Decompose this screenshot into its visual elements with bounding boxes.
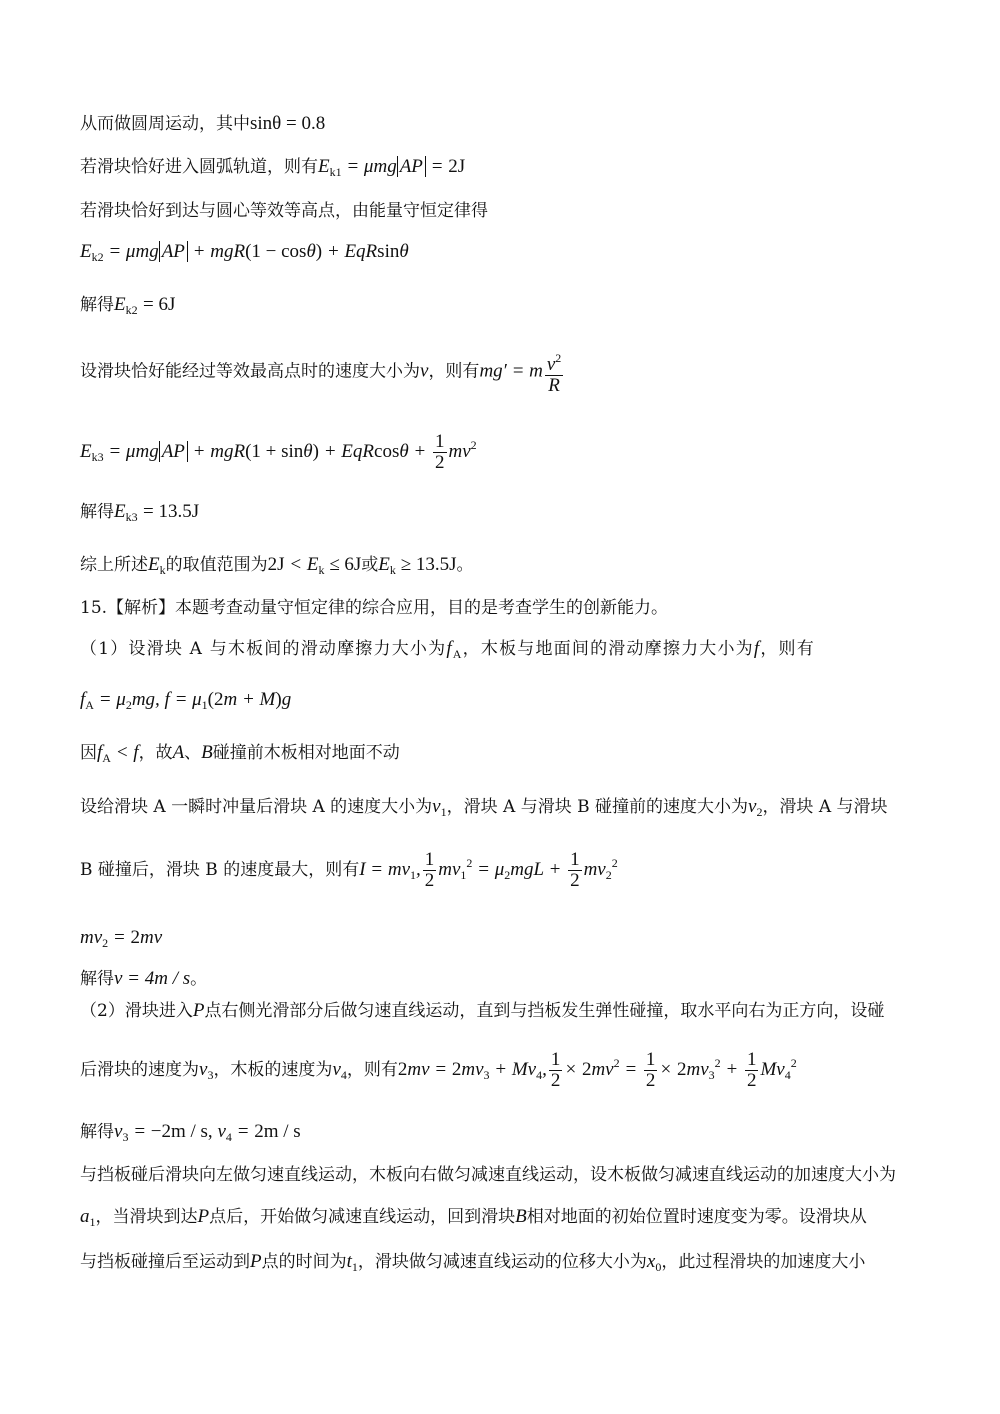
math-v1: $v_1$ [432, 796, 447, 819]
line-text: ，此过程滑块的加速度大小 [661, 1252, 866, 1272]
math-collision-momentum: $2mv = 2mv_3 + Mv_4$, [397, 1059, 547, 1082]
math-ek2-var: $E_{k2}$ [114, 294, 138, 317]
line-text: ，滑块 A 与滑块 [762, 797, 888, 817]
math-ek2-value: = 6J [143, 294, 176, 315]
line-text: 15.【解析】本题考查动量守恒定律的综合应用，目的是考查学生的创新能力。 [80, 598, 669, 618]
math-p: P [197, 1206, 210, 1227]
math-t1: $t_1$ [346, 1251, 358, 1274]
line-text: 综上所述 [80, 555, 148, 575]
math-b: B [201, 742, 213, 763]
text-line-9 [80, 553, 474, 582]
math-momentum-expr: $mv_2 = 2mv$ [80, 927, 163, 950]
math-collision-energy-3: $Mv_4^2$ [760, 1056, 797, 1082]
text-line-5 [80, 293, 175, 322]
line-text: （1）设滑块 A 与木板间的滑动摩擦力大小为 [80, 639, 447, 659]
text-line-13: 因$f_A < f$，故A、B碰撞前木板相对地面不动 [80, 742, 400, 765]
text-line-23 [80, 1250, 865, 1279]
line-text: 相对地面的初始位置时速度变为零。设滑块从 [526, 1207, 867, 1227]
frac-half: $\frac{1}{2}$ [645, 1049, 656, 1091]
line-text: 点右侧光滑部分后做匀速直线运动，直到与挡板发生弹性碰撞，取水平向右为正方向，设碰 [204, 1001, 885, 1021]
formula-friction [80, 688, 291, 717]
line-text: 若滑块恰好进入圆弧轨道，则有 [80, 157, 318, 177]
math-fa-lt-f: $f_A < f$ [97, 742, 139, 765]
math-f: f [753, 638, 761, 659]
math-mg-prime: mg′ = m [479, 360, 543, 382]
text-line-8 [80, 500, 199, 529]
line-text: ，木板与地面间的滑动摩擦力大小为 [462, 639, 754, 659]
line-text: 与挡板碰后滑块向左做匀速直线运动，木板向右做匀减速直线运动，设木板做匀减速直线运动的加速度大小为 [80, 1165, 896, 1185]
text-line-21 [80, 1163, 896, 1187]
text-line-19 [80, 1050, 797, 1091]
line-text: 。 [190, 969, 208, 989]
frac-half: $\frac{1}{2}$ [570, 849, 580, 891]
text-line-18 [80, 999, 884, 1023]
text-line-15 [80, 850, 618, 891]
frac-v2-over-r: $\frac{v^2}{R}$ [545, 348, 563, 396]
line-text: 碰撞前木板相对地面不动 [212, 743, 400, 763]
math-v2: $v_2$ [748, 796, 763, 819]
math-range-2: $E_k \ge 13.5J$ [378, 554, 457, 577]
line-text: 与挡板碰撞后至运动到 [80, 1252, 250, 1272]
math-b: B [515, 1206, 527, 1227]
section-heading-15 [80, 596, 668, 620]
math-impulse: $I = mv_1$, [359, 859, 421, 882]
math-a1: $a_1$ [80, 1206, 96, 1229]
line-text: ，木板的速度为 [213, 1060, 333, 1080]
math-friction-expr: $f_A = \mu_2mg$, $f = \mu_1(2m + M)g$ [80, 689, 292, 712]
line-text: ，则有 [346, 1060, 398, 1080]
formula-momentum [80, 926, 162, 955]
text-line-22 [80, 1205, 867, 1234]
line-text: 后滑块的速度为 [80, 1060, 199, 1080]
line-text: 点的时间为 [261, 1252, 347, 1272]
line-text: 设滑块恰好能经过等效最高点时的速度大小为 [80, 361, 420, 382]
line-text: 解得 [80, 969, 114, 989]
line-text: 解得 [80, 502, 114, 522]
math-ek1: $E_{k1} = \mu mg$ AP = 2J [318, 156, 466, 179]
math-v4: $v_4$ [332, 1059, 347, 1082]
line-text: 从而做圆周运动，其中 [80, 114, 250, 134]
text-line-20 [80, 1120, 301, 1149]
line-text: 。 [456, 555, 474, 575]
formula-ek2 [80, 240, 409, 269]
text-line-17 [80, 967, 207, 991]
math-ek2-expr: $E_{k2} = \mu mg$ AP + mgR(1 − cosθ) + EqRsinθ [80, 241, 409, 264]
math-range-1: $2J < E_k \le 6J$ [267, 554, 362, 577]
formula-ek3 [80, 432, 477, 473]
math-v: v [420, 360, 429, 382]
text-line-3 [80, 199, 488, 223]
line-text: 解得 [80, 1122, 114, 1142]
frac-half: $\frac{1}{2}$ [746, 1049, 757, 1091]
math-collision-energy-1: × $2mv^2$ = [564, 1056, 642, 1080]
line-text: 或 [361, 555, 379, 575]
math-energy-1: $mv_1^2 = \mu_2mgL$ + [438, 856, 567, 882]
text-line-14 [80, 795, 888, 824]
frac-half: $\frac{1}{2}$ [550, 1049, 561, 1091]
math-p: P [192, 1000, 205, 1021]
math-v-value: v = 4m / s [114, 968, 191, 989]
line-text: ，则有 [428, 361, 480, 382]
line-text: （2）滑块进入 [80, 1001, 193, 1021]
math-collision-energy-2: × $2mv_3^2$ + [659, 1056, 743, 1082]
math-v3-v4-values: $v_3 = -2m / s$, $v_4 = 2m / s$ [114, 1121, 301, 1144]
math-ek: $E_k$ [148, 554, 166, 577]
math-ek3-expr: $E_{k3} = \mu mg$ AP + mgR(1 + sinθ) + EqRcosθ + [80, 441, 431, 464]
math-mv2: $mv^2$ [448, 438, 477, 462]
line-text: ，故 [138, 743, 173, 763]
line-text: 因 [80, 743, 97, 763]
math-energy-2: $mv_2^2$ [583, 856, 618, 882]
line-text: 若滑块恰好到达与圆心等效等高点，由能量守恒定律得 [80, 201, 488, 221]
text-line-11 [80, 637, 815, 666]
math-ek3-value: = 13.5J [143, 501, 200, 522]
frac-half: $\frac{1}{2}$ [424, 849, 435, 891]
math-fa: $f_A$ [446, 638, 463, 661]
math-sin-theta: sinθ = 0.8 [250, 113, 326, 134]
line-text: 解得 [80, 295, 114, 315]
math-v3: $v_3$ [199, 1059, 214, 1082]
line-text: B 碰撞后，滑块 B 的速度最大，则有 [80, 860, 360, 880]
line-text: ，滑块 A 与滑块 B 碰撞前的速度大小为 [446, 797, 748, 817]
text-line-6 [80, 348, 565, 396]
text-line-1 [80, 112, 325, 136]
line-text: 点后，开始做匀减速直线运动，回到滑块 [209, 1207, 516, 1227]
line-text: ，滑块做匀减速直线运动的位移大小为 [357, 1252, 647, 1272]
line-text: ，则有 [760, 639, 815, 659]
line-text: ，当滑块到达 [95, 1207, 198, 1227]
line-text: 的取值范围为 [165, 555, 268, 575]
math-a-b: A [172, 742, 185, 763]
frac-half: $\frac{1}{2}$ [435, 431, 445, 473]
math-x0: $x_0$ [646, 1251, 662, 1274]
text-line-2 [80, 155, 465, 184]
math-p: P [250, 1251, 262, 1272]
line-text: 设给滑块 A 一瞬时冲量后滑块 A 的速度大小为 [80, 797, 433, 817]
math-ek3-var: $E_{k3}$ [114, 501, 138, 524]
